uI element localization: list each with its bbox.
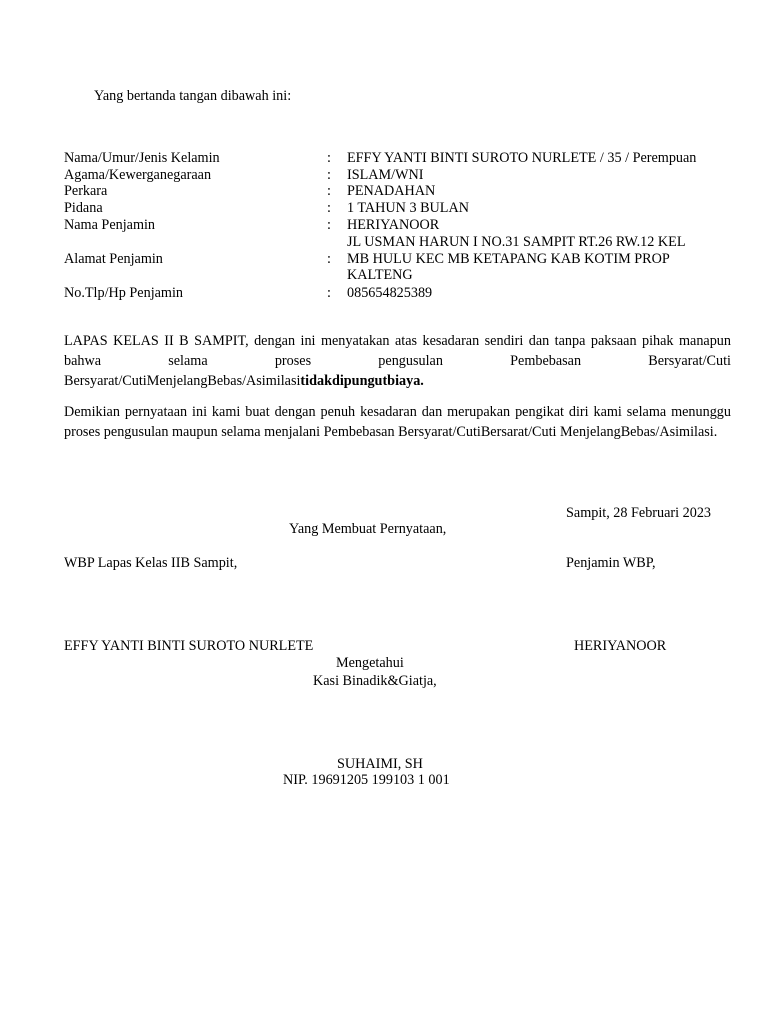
field-label-case: Perkara <box>64 183 108 199</box>
field-label-guarantor: Nama Penjamin <box>64 217 156 233</box>
field-value-address-line3: KALTENG <box>347 267 413 283</box>
acknowledged-label: Mengetahui <box>336 655 404 671</box>
field-value-case: PENADAHAN <box>347 183 436 199</box>
field-value-address-line1: JL USMAN HARUN I NO.31 SAMPIT RT.26 RW.12 KEL <box>347 234 686 250</box>
official-nip: NIP. 19691205 199103 1 001 <box>283 772 450 788</box>
field-label-phone: No.Tlp/Hp Penjamin <box>64 285 184 301</box>
official-title: Kasi Binadik&Giatja, <box>313 673 437 689</box>
field-value-guarantor: HERIYANOOR <box>347 217 440 233</box>
field-label-sentence: Pidana <box>64 200 103 216</box>
right-signer-name: HERIYANOOR <box>574 638 667 654</box>
maker-heading: Yang Membuat Pernyataan, <box>289 521 447 537</box>
field-label-name: Nama/Umur/Jenis Kelamin <box>64 150 220 166</box>
field-colon: : <box>327 285 331 301</box>
statement-bold-text: tidakdipungutbiaya. <box>300 373 424 389</box>
field-value-religion: ISLAM/WNI <box>347 167 424 183</box>
official-name: SUHAIMI, SH <box>337 756 423 772</box>
left-signer-name: EFFY YANTI BINTI SUROTO NURLETE <box>64 638 314 654</box>
intro-text: Yang bertanda tangan dibawah ini: <box>94 88 292 104</box>
closing-paragraph: Demikian pernyataan ini kami buat dengan penuh kesadaran dan merupakan pengikat diri kami selama menunggu proses pengusulan maupun selama menjalani Pembebasan Bersyarat/CutiBersarat/Cuti MenjelangBebas/Asimilasi. <box>64 404 731 440</box>
field-colon: : <box>327 150 331 166</box>
field-colon: : <box>327 200 331 216</box>
place-date: Sampit, 28 Februari 2023 <box>566 505 712 521</box>
field-label-religion: Agama/Kewerganegaraan <box>64 167 212 183</box>
field-colon: : <box>327 167 331 183</box>
right-signer-role: Penjamin WBP, <box>566 555 656 571</box>
field-value-name: EFFY YANTI BINTI SUROTO NURLETE / 35 / Perempuan <box>347 150 697 166</box>
field-colon: : <box>327 217 331 233</box>
field-label-address: Alamat Penjamin <box>64 251 163 267</box>
statement-paragraph <box>64 331 731 391</box>
field-value-address-line2: MB HULU KEC MB KETAPANG KAB KOTIM PROP <box>347 251 670 267</box>
left-signer-role: WBP Lapas Kelas IIB Sampit, <box>64 555 238 571</box>
statement-text: LAPAS KELAS II B SAMPIT, dengan ini menyatakan atas kesadaran sendiri dan tanpa paksaan pihak manapun bahwa selama proses pengusulan Pembebasan Bersyarat/Cuti Bersyarat/CutiMenjelangBebas/Asimilasi <box>64 333 731 389</box>
field-value-phone: 085654825389 <box>347 285 433 301</box>
field-colon: : <box>327 251 331 267</box>
field-value-sentence: 1 TAHUN 3 BULAN <box>347 200 469 216</box>
field-colon: : <box>327 183 331 199</box>
